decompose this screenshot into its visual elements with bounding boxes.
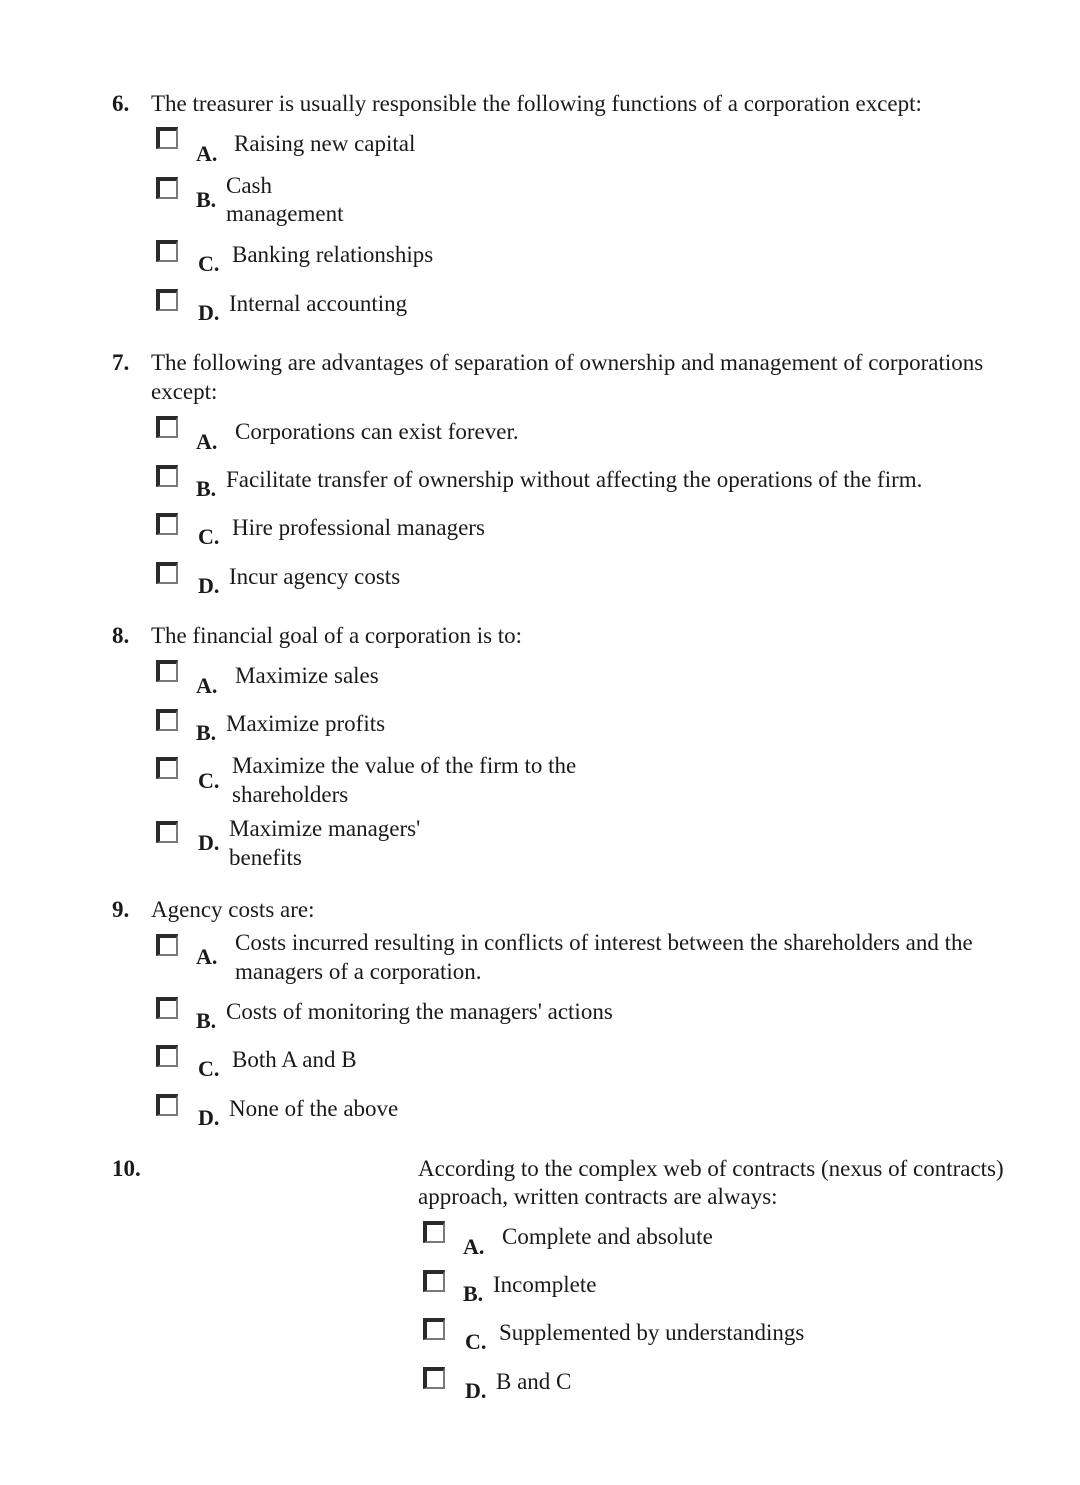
checkbox-icon[interactable] (156, 416, 178, 438)
option-text: Supplemented by understandings (499, 1320, 805, 1345)
checkbox-icon[interactable] (423, 1270, 445, 1292)
option-text: Raising new capital (234, 131, 416, 156)
option-text: Internal accounting (229, 291, 408, 316)
checkbox-icon[interactable] (156, 821, 178, 843)
checkbox-icon[interactable] (156, 177, 178, 199)
option-letter: C. (198, 1056, 220, 1081)
option-letter: D. (465, 1378, 487, 1403)
option-letter: C. (198, 524, 220, 549)
option-text: B and C (496, 1369, 572, 1394)
option-letter: D. (198, 573, 220, 598)
option-letter: A. (196, 141, 218, 166)
option-text: Incur agency costs (229, 564, 401, 589)
option-letter: A. (196, 673, 218, 698)
option-text-line2: shareholders (232, 782, 349, 807)
option-text-line1: Costs incurred resulting in conflicts of interest between the shareholders and the (235, 930, 973, 955)
option-text: Banking relationships (232, 242, 434, 267)
checkbox-icon[interactable] (156, 127, 178, 149)
checkbox-icon[interactable] (423, 1221, 445, 1243)
checkbox-icon[interactable] (156, 660, 178, 682)
option-letter: D. (198, 830, 220, 855)
option-letter: C. (465, 1329, 487, 1354)
option-text-line2: management (226, 201, 344, 226)
option-text: None of the above (229, 1096, 399, 1121)
option-text: Facilitate transfer of ownership without affecting the operations of the firm. (226, 467, 923, 492)
option-letter: B. (196, 476, 217, 501)
question-10-number: 10. (112, 1156, 141, 1181)
option-text: Maximize sales (235, 663, 379, 688)
question-6-text: The treasurer is usually responsible the following functions of a corporation except: (151, 91, 922, 116)
option-text: Complete and absolute (502, 1224, 713, 1249)
checkbox-icon[interactable] (156, 757, 178, 779)
question-10-text-line2: approach, written contracts are always: (418, 1184, 778, 1209)
option-text: Corporations can exist forever. (235, 419, 519, 444)
checkbox-icon[interactable] (156, 513, 178, 535)
option-text: Maximize profits (226, 711, 386, 736)
checkbox-icon[interactable] (156, 465, 178, 487)
option-letter: B. (196, 187, 217, 212)
option-letter: A. (196, 429, 218, 454)
checkbox-icon[interactable] (156, 289, 178, 311)
question-6-number: 6. (112, 91, 130, 116)
question-10-text-line1: According to the complex web of contracts (nexus of contracts) (418, 1156, 1004, 1181)
option-text: Costs of monitoring the managers' actions (226, 999, 613, 1024)
option-letter: A. (196, 944, 218, 969)
checkbox-icon[interactable] (156, 562, 178, 584)
option-text: Both A and B (232, 1047, 357, 1072)
question-9-text: Agency costs are: (151, 897, 315, 922)
option-text-line2: benefits (229, 845, 302, 870)
option-letter: C. (198, 768, 220, 793)
option-letter: B. (196, 1008, 217, 1033)
option-letter: D. (198, 1105, 220, 1130)
checkbox-icon[interactable] (156, 1045, 178, 1067)
question-8-number: 8. (112, 623, 130, 648)
option-text-line1: Maximize the value of the firm to the (232, 753, 577, 778)
checkbox-icon[interactable] (156, 240, 178, 262)
question-7-number: 7. (112, 350, 130, 375)
option-letter: B. (463, 1281, 484, 1306)
option-text-line1: Cash (226, 173, 272, 198)
option-letter: C. (198, 251, 220, 276)
checkbox-icon[interactable] (156, 709, 178, 731)
question-9-number: 9. (112, 897, 130, 922)
question-8-text: The financial goal of a corporation is to: (151, 623, 523, 648)
option-text: Hire professional managers (232, 515, 485, 540)
checkbox-icon[interactable] (156, 934, 178, 956)
option-letter: B. (196, 720, 217, 745)
checkbox-icon[interactable] (156, 997, 178, 1019)
option-text-line1: Maximize managers' (229, 816, 421, 841)
question-7-text-line2: except: (151, 379, 218, 404)
option-text-line2: managers of a corporation. (235, 959, 482, 984)
question-7-text-line1: The following are advantages of separation of ownership and management of corporations (151, 350, 984, 375)
option-letter: D. (198, 300, 220, 325)
option-text: Incomplete (493, 1272, 597, 1297)
checkbox-icon[interactable] (423, 1318, 445, 1340)
option-letter: A. (463, 1234, 485, 1259)
checkbox-icon[interactable] (423, 1367, 445, 1389)
checkbox-icon[interactable] (156, 1094, 178, 1116)
